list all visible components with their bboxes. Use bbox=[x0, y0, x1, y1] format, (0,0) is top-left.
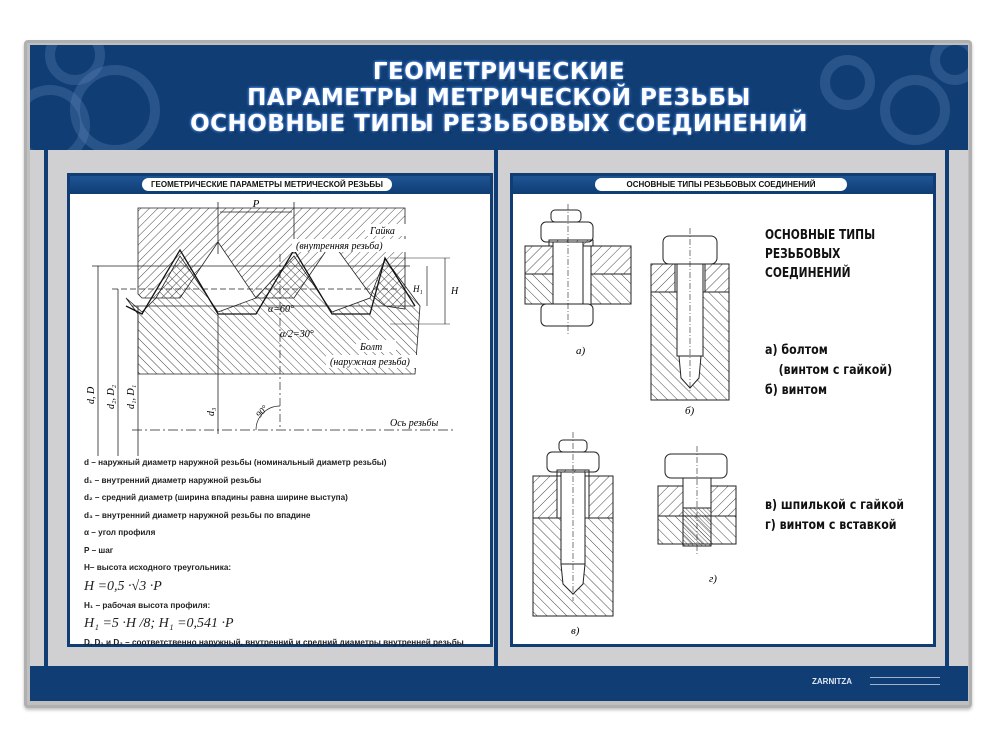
brand-contacts bbox=[870, 675, 950, 689]
connections-title bbox=[765, 226, 875, 283]
thread-profile-diagram bbox=[70, 194, 490, 456]
poster-board bbox=[30, 45, 968, 701]
h-label: H bbox=[451, 286, 459, 297]
stud-connection-drawing bbox=[533, 432, 613, 616]
poster-header bbox=[30, 45, 968, 150]
d1-label: d₁, D₁ bbox=[126, 384, 137, 409]
figure-label-b: б) bbox=[685, 405, 695, 417]
nut-label: Гайка bbox=[370, 226, 395, 237]
connections-title-line: СОЕДИНЕНИЙ bbox=[765, 266, 851, 281]
thread-legend bbox=[84, 454, 464, 652]
panel-heading: ОСНОВНЫЕ ТИПЫ РЕЗЬБОВЫХ СОЕДИНЕНИЙ bbox=[595, 178, 847, 191]
half-angle-label: α/2=30° bbox=[280, 329, 314, 340]
legend-item: H₁ – рабочая высота профиля: bbox=[84, 600, 211, 610]
panel-header bbox=[513, 176, 933, 194]
bolt-sublabel: (наружная резьба) bbox=[330, 357, 410, 368]
title-line-3: ОСНОВНЫЕ ТИПЫ РЕЗЬБОВЫХ СОЕДИНЕНИЙ bbox=[190, 111, 808, 137]
connection-type-item: б) винтом bbox=[765, 383, 828, 398]
pitch-label: P bbox=[252, 198, 260, 210]
legend-item: d₂ – средний диаметр (ширина впадины равна ширине выступа) bbox=[84, 493, 348, 502]
figure-label-g: г) bbox=[709, 573, 717, 585]
divider-bar bbox=[44, 150, 48, 666]
poster-footer bbox=[30, 666, 968, 701]
legend-item: D, D₁ и D₂ – соответственно наружный, внутренний и средний диаметры внутренней резьбы bbox=[84, 638, 464, 647]
screw-connection-drawing bbox=[651, 228, 729, 400]
thread-parameters-panel bbox=[67, 173, 493, 647]
connections-title-line: РЕЗЬБОВЫХ bbox=[765, 247, 841, 262]
thread-connections-panel bbox=[510, 173, 936, 647]
right-angle-label: 90° bbox=[253, 403, 270, 420]
d3-label: d₃ bbox=[206, 407, 217, 416]
formula-h: H =0,5 ·√3 ·P bbox=[84, 578, 162, 594]
insert-connection-drawing bbox=[658, 446, 736, 556]
bolt-label: Болт bbox=[360, 342, 383, 353]
brand-logo bbox=[812, 677, 852, 686]
figure-label-v: в) bbox=[571, 625, 580, 637]
legend-item: H– высота исходного треугольника: bbox=[84, 563, 232, 572]
connection-type-item: (винтом с гайкой) bbox=[778, 363, 893, 378]
connection-type-item: г) винтом с вставкой bbox=[765, 518, 897, 533]
legend-item: P – шаг bbox=[84, 545, 114, 555]
poster-title bbox=[30, 59, 968, 137]
title-line-2: ПАРАМЕТРЫ МЕТРИЧЕСКОЙ РЕЗЬБЫ bbox=[247, 85, 751, 111]
title-line-1: ГЕОМЕТРИЧЕСКИЕ bbox=[372, 59, 626, 85]
figure-label-a: а) bbox=[576, 345, 586, 357]
connections-title-line: ОСНОВНЫЕ ТИПЫ bbox=[765, 228, 876, 243]
connection-types-top bbox=[765, 341, 892, 401]
legend-item: α – угол профиля bbox=[84, 528, 156, 537]
divider-bar bbox=[945, 150, 949, 666]
connection-type-item: а) болтом bbox=[765, 343, 828, 358]
legend-item: d – наружный диаметр наружной резьбы (номинальный диаметр резьбы) bbox=[84, 458, 387, 467]
formula-h1: H₁ =5 ·H /8; H₁ =0,541 ·P bbox=[84, 616, 234, 631]
connection-type-item: в) шпилькой с гайкой bbox=[765, 498, 904, 513]
connection-drawings bbox=[513, 196, 753, 646]
bolt-connection-drawing bbox=[525, 204, 631, 336]
panel-header bbox=[70, 176, 490, 194]
connection-types-bottom bbox=[765, 496, 904, 536]
d-label: d, D bbox=[86, 386, 97, 404]
axis-label: Ось резьбы bbox=[390, 418, 439, 429]
brand-name: ZARNITZA bbox=[812, 677, 852, 686]
legend-item: d₁ – внутренний диаметр наружной резьбы bbox=[84, 475, 262, 485]
angle-label: α=60° bbox=[268, 304, 294, 315]
divider-bar bbox=[494, 150, 498, 666]
h1-label: H₁ bbox=[413, 284, 423, 294]
nut-sublabel: (внутренняя резьба) bbox=[296, 241, 383, 252]
d2-label: d₂, D₂ bbox=[106, 384, 117, 409]
panel-heading: ГЕОМЕТРИЧЕСКИЕ ПАРАМЕТРЫ МЕТРИЧЕСКОЙ РЕЗЬБЫ bbox=[142, 178, 392, 191]
legend-item: d₃ – внутренний диаметр наружной резьбы по впадине bbox=[84, 510, 311, 520]
